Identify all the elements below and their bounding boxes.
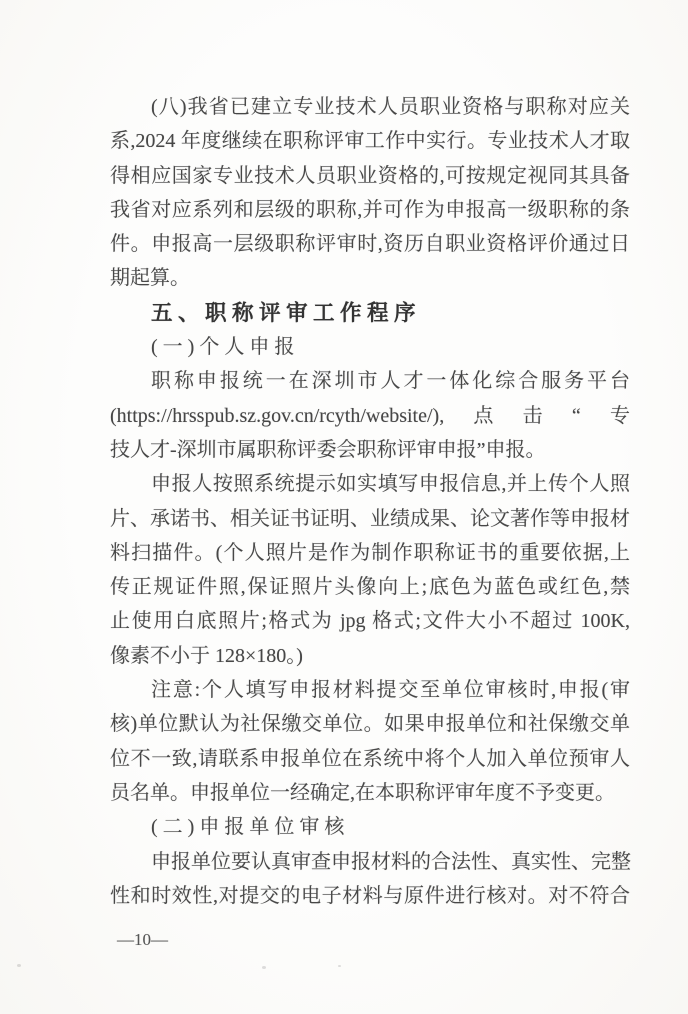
text-line: 职称申报统一在深圳市人才一体化综合服务平台 bbox=[151, 370, 630, 393]
scan-speck bbox=[17, 964, 21, 967]
text-line: 位不一致,请联系申报单位在系统中将个人加入单位预审人 bbox=[110, 747, 630, 770]
text-line: 技人才-深圳市属职称评委会职称评审申报”申报。 bbox=[110, 438, 546, 461]
text-line: 申报单位要认真审查申报材料的合法性、真实性、完整 bbox=[151, 850, 631, 873]
text-line: 性和时效性,对提交的电子材料与原件进行核对。对不符合 bbox=[110, 884, 630, 907]
text-line: 核)单位默认为社保缴交单位。如果申报单位和社保缴交单 bbox=[110, 713, 630, 736]
text-line: (八)我省已建立专业技术人员职业资格与职称对应关 bbox=[151, 96, 630, 118]
text-line: 件。申报高一层级职称评审时,资历自职业资格评价通过日 bbox=[110, 233, 630, 256]
text-line: 系,2024 年度继续在职称评审工作中实行。专业技术人才取 bbox=[110, 130, 630, 153]
text-line: 我省对应系列和层级的职称,并可作为申报高一级职称的条 bbox=[110, 198, 630, 221]
text-line: 期起算。 bbox=[110, 267, 190, 290]
text-line: 料扫描件。(个人照片是作为制作职称证书的重要依据,上 bbox=[110, 541, 630, 564]
text-line: 员名单。申报单位一经确定,在本职称评审年度不予变更。 bbox=[110, 781, 615, 804]
text-line: 申报人按照系统提示如实填写申报信息,并上传个人照 bbox=[151, 473, 630, 496]
text-line: 止使用白底照片;格式为 jpg 格式;文件大小不超过 100K, bbox=[110, 610, 630, 633]
section-heading: 五、职称评审工作程序 bbox=[151, 300, 422, 325]
text-line: 得相应国家专业技术人员职业资格的,可按规定视同其具备 bbox=[110, 164, 630, 187]
text-line: (https://hrsspub.sz.gov.cn/rcyth/website/),点击“专 bbox=[110, 404, 630, 427]
subsection-heading: (二)申报单位审核 bbox=[151, 816, 350, 839]
text-line: 片、承诺书、相关证书证明、业绩成果、论文著作等申报材 bbox=[110, 507, 630, 530]
text-line: 传正规证件照,保证照片头像向上;底色为蓝色或红色,禁 bbox=[110, 576, 630, 599]
text-line: 像素不小于 128×180。) bbox=[110, 644, 303, 667]
page-number: —10— bbox=[117, 930, 168, 949]
text-line: 注意:个人填写申报材料提交至单位审核时,申报(审 bbox=[151, 679, 630, 702]
subsection-heading: (一)个人申报 bbox=[151, 336, 300, 359]
document-text-block bbox=[110, 90, 630, 913]
scan-speck bbox=[338, 965, 341, 967]
scan-speck bbox=[262, 966, 266, 969]
